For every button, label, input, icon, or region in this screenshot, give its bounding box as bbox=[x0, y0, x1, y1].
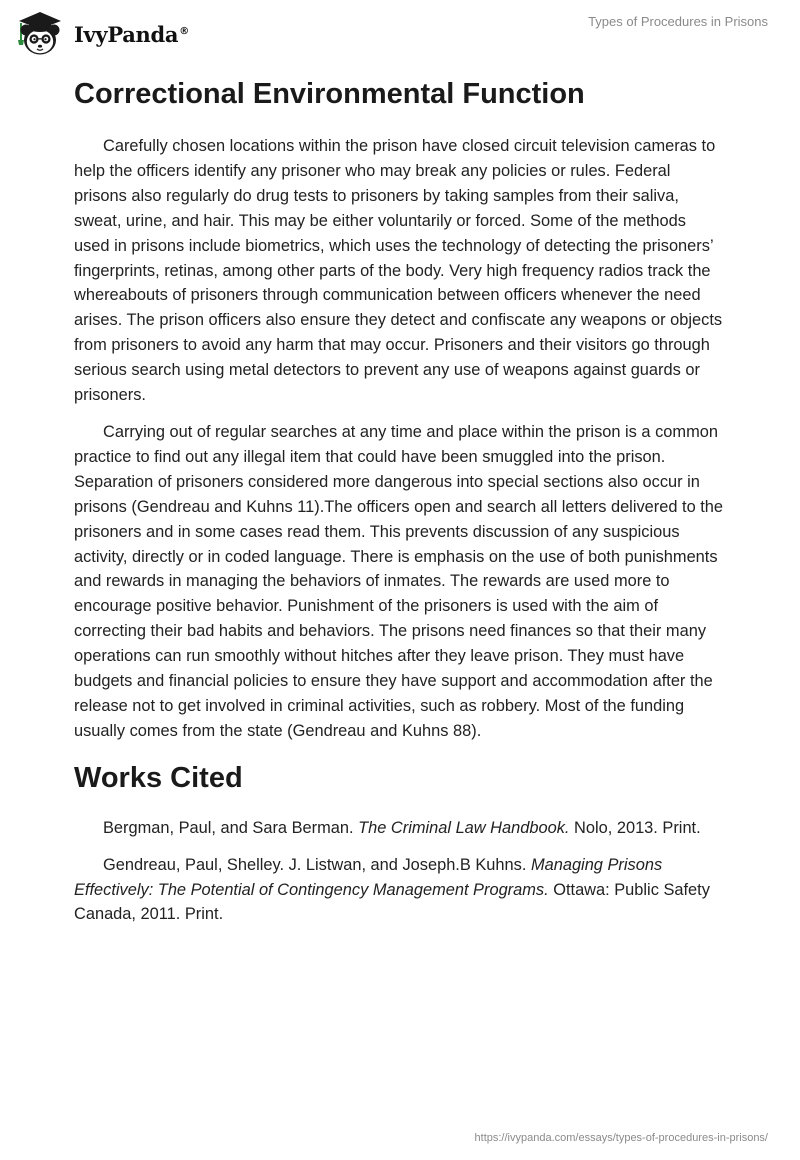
section-heading: Correctional Environmental Function bbox=[74, 78, 585, 110]
essay-content bbox=[74, 70, 726, 939]
works-cited-heading: Works Cited bbox=[74, 761, 243, 794]
panda-graduate-icon bbox=[14, 8, 68, 58]
citation-entry: Gendreau, Paul, Shelley. J. Listwan, and Joseph.B Kuhns. Managing Prisons Effectively: The Potential of Contingency Management Programs. Ottawa: Public Safety Canada, 2011. Print. bbox=[74, 855, 710, 924]
page-header bbox=[0, 0, 800, 60]
source-url[interactable]: https://ivypanda.com/essays/types-of-procedures-in-prisons/ bbox=[474, 1132, 768, 1144]
citation-title: The Criminal Law Handbook. bbox=[358, 818, 570, 837]
body-paragraph: Carrying out of regular searches at any time and place within the prison is a common practice to find out any illegal item that could have been smuggled into the prison. Separation of prisoners considered more dangerous into special sections also occur in prisons (Gendreau and Kuhns 11).The officers open and search all letters delivered to the prisoners and in some cases read them. This prevents discussion of any suspicious activity, directly or in coded language. There is emphasis on the use of both punishments and rewards in managing the behaviors of inmates. The rewards are used more to encourage positive behavior. Punishment of the prisoners is used with the aim of correcting their bad habits and behaviors. The prisons need finances so that their many operations can run smoothly without hitches after they leave prison. They must have budgets and financial policies to ensure they have support and accommodation after the release not to get involved in criminal activities, such as robbery. Most of the funding usually comes from the state (Gendreau and Kuhns 88). bbox=[74, 422, 724, 740]
citation-title: Managing Prisons Effectively: The Potential of Contingency Management Programs. bbox=[74, 855, 663, 899]
registered-mark: ® bbox=[179, 25, 189, 37]
citation-entry: Bergman, Paul, and Sara Berman. The Criminal Law Handbook. Nolo, 2013. Print. bbox=[103, 818, 701, 837]
document-title: Types of Procedures in Prisons bbox=[588, 14, 768, 29]
ivypanda-logo[interactable] bbox=[14, 8, 189, 58]
brand-name: IvyPanda® bbox=[74, 21, 189, 47]
body-paragraph: Carefully chosen locations within the prison have closed circuit television cameras to help the officers identify any prisoner who may break any policies or rules. Federal prisons also regularly do drug tests to prisoners by taking samples from their saliva, sweat, urine, and hair. This may be either voluntarily or forced. Some of the methods used in prisons include biometrics, which uses the technology of detecting the prisoners’ fingerprints, retinas, among other parts of the body. Very high frequency radios track the whereabouts of prisoners through communication between officers whenever the need arises. The prison officers also ensure they detect and confiscate any weapons or objects from prisoners to avoid any harm that may occur. Prisoners and their visitors go through serious search using metal detectors to prevent any use of weapons against guards or prisoners. bbox=[74, 137, 723, 405]
